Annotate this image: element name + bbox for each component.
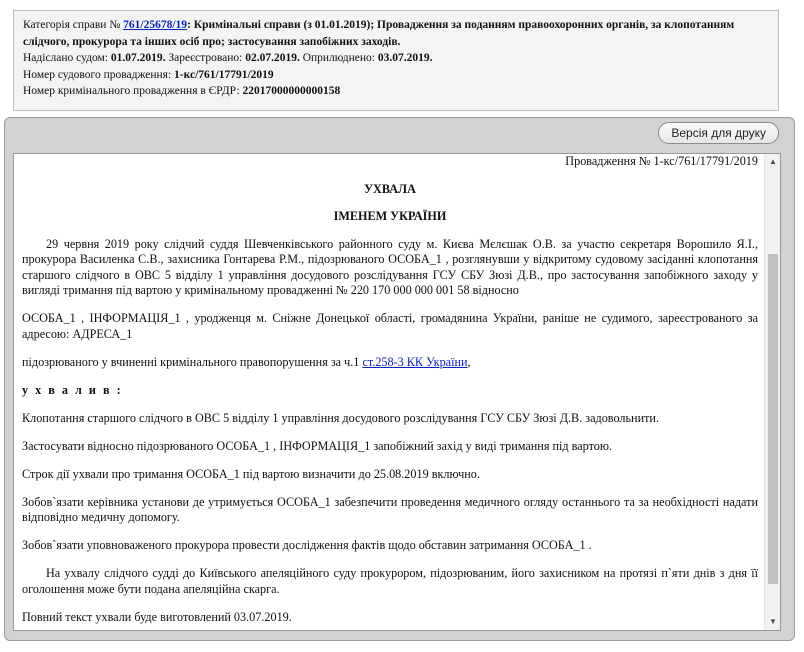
criminal-proc-value: 22017000000000158 [242, 85, 341, 97]
criminal-proc-label: Номер кримінального провадження в ЄРДР: [23, 85, 240, 97]
charge-end: , [467, 354, 471, 369]
charge-paragraph [22, 355, 758, 371]
intro-paragraph: 29 червня 2019 року слідчий суддя Шевченківського районного суду м. Києва Мєлєшак О.В. за участю секретаря Ворошило Я.І., прокурора Василенка С.В., захисника Гонтарева Р.М., підозрюваного ОСОБА_1 , розглянувши у відкритому судовому засіданні клопотання старшого слідчого в ОВС 5 відділу 1 управління досудового розслідування ГСУ СБУ Зюзі Д.В., про застосування запобіжного заходу у вигляді тримання під вартою у кримінальному провадженні № 220 170 000 000 001 58 відносно [22, 236, 758, 297]
category-label: Категорія справи № [23, 19, 121, 31]
registered-label: Зареєстровано: [168, 52, 243, 64]
scroll-up-arrow-icon[interactable]: ▲ [769, 157, 777, 166]
case-category-line [23, 17, 769, 50]
ruling-document [22, 154, 758, 631]
document-frame[interactable] [13, 153, 781, 631]
full-text-paragraph: Повний текст ухвали буде виготовлений 03.07.2019. [22, 609, 292, 624]
case-number-link[interactable]: 761/25678/19 [123, 19, 188, 31]
proceeding-number: Провадження № 1-кс/761/17791/2019 [565, 154, 758, 168]
ruling-paragraph-3: Строк дії ухвали про тримання ОСОБА_1 під вартою визначити до 25.08.2019 включно. [22, 466, 480, 481]
ruling-paragraph-5: Зобов`язати уповноваженого прокурора провести дослідження фактів щодо обставин затримання ОСОБА_1 . [22, 538, 592, 552]
document-title: УХВАЛА [364, 181, 416, 196]
article-link[interactable]: ст.258-3 КК України [362, 354, 468, 369]
court-proc-label: Номер судового провадження: [23, 68, 172, 81]
ruling-paragraph-2: Застосувати відносно підозрюваного ОСОБА_1 , ІНФОРМАЦІЯ_1 запобіжний захід у виді тримання під вартою. [22, 438, 612, 453]
document-subtitle: ІМЕНЕМ УКРАЇНИ [333, 209, 447, 223]
scroll-down-arrow-icon[interactable]: ▼ [769, 617, 777, 626]
category-text: : Кримінальні справи (з 01.01.2019); Провадження за поданням правоохоронних органів, за клопотанням слідчого, прокурора та інших осіб про; застосування запобіжних заходів. [23, 19, 735, 48]
registered-value: 02.07.2019. [245, 52, 300, 64]
court-proc-line [23, 67, 769, 84]
appeal-paragraph: На ухвалу слідчого судді до Київського апеляційного суду прокурором, підозрюваним, його захисником на протязі п`яти днів з дня її оголошення може бути подана апеляційна скарга. [22, 566, 758, 596]
resolved-heading: у х в а л и в : [22, 382, 123, 397]
dates-line [23, 50, 769, 67]
sent-value: 01.07.2019. [110, 52, 166, 64]
ruling-paragraph-1: Клопотання старшого слідчого в ОВС 5 відділу 1 управління досудового розслідування ГСУ СБУ Зюзі Д.В. задовольнити. [22, 410, 659, 425]
vertical-scrollbar[interactable] [764, 154, 780, 630]
criminal-proc-line [23, 83, 769, 100]
ruling-paragraph-4: Зобов`язати керівника установи де утримується ОСОБА_1 забезпечити проведення медичного огляду останнього та за необхідності надати відповідно медичну допомогу. [22, 494, 758, 524]
published-value: 03.07.2019. [377, 52, 433, 64]
scroll-thumb[interactable] [768, 254, 778, 584]
sent-label: Надіслано судом: [23, 52, 109, 64]
suspect-paragraph: ОСОБА_1 , ІНФОРМАЦІЯ_1 , уродженця м. Сніжне Донецької області, громадянина України, раніше не судимого, зареєстрованого за адресою: АДРЕСА_1 [22, 311, 758, 341]
print-version-button[interactable]: Версія для друку [658, 122, 779, 144]
charge-text: підозрюваного у вчиненні кримінального правопорушення за ч.1 [22, 354, 363, 369]
case-info-box [13, 10, 779, 111]
court-proc-value: 1-кс/761/17791/2019 [174, 68, 274, 81]
published-label: Оприлюднено: [302, 52, 376, 64]
